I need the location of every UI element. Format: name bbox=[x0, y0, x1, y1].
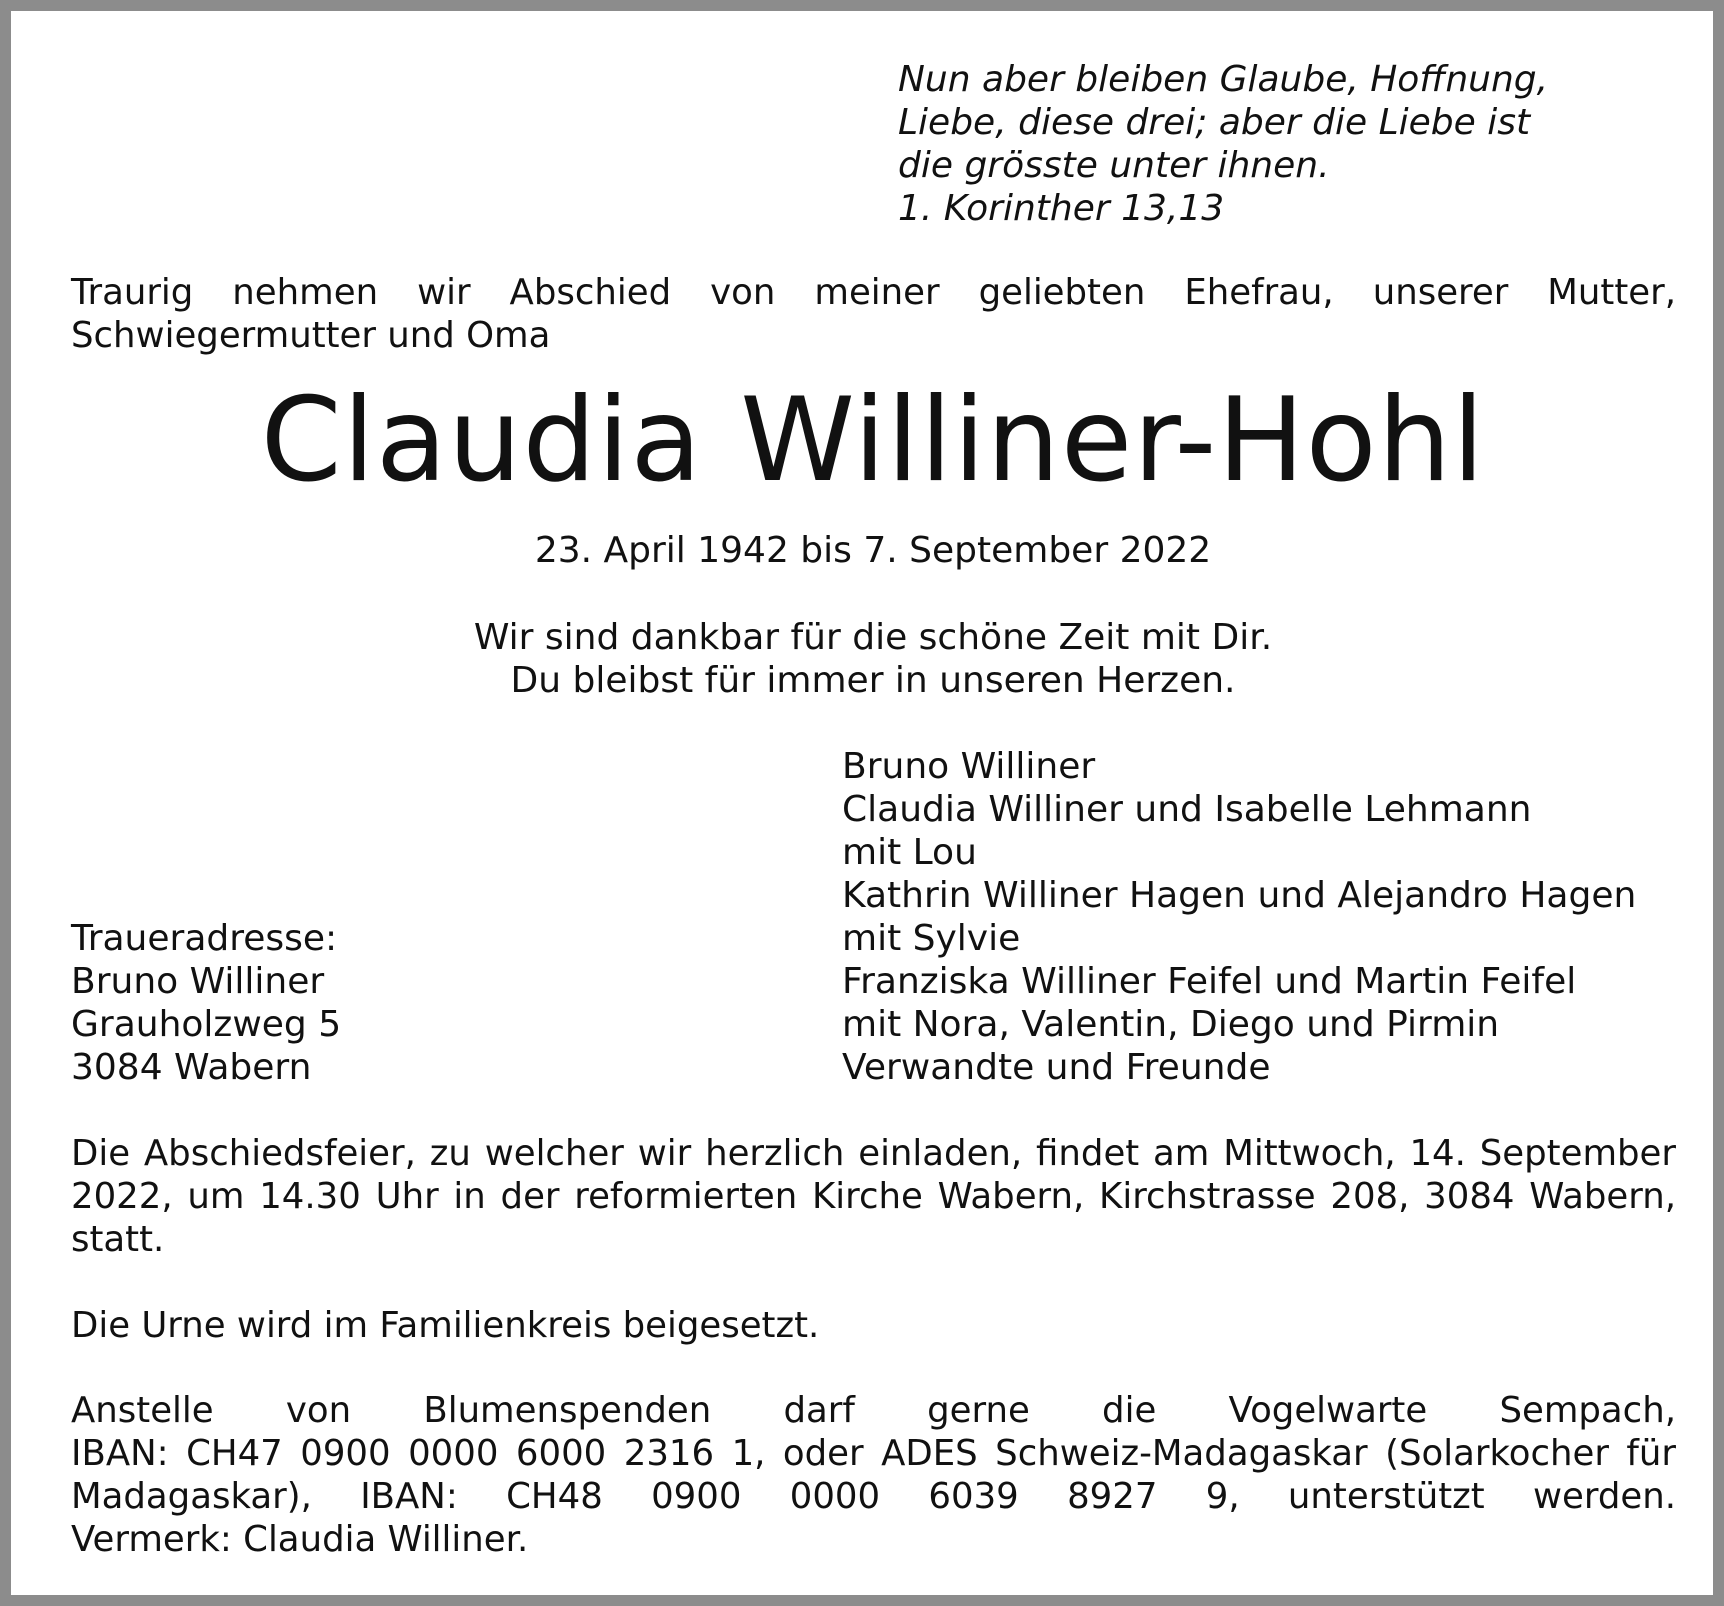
thanks-line: Du bleibst für immer in unseren Herzen. bbox=[510, 660, 1236, 701]
mourner-line: Bruno Williner bbox=[842, 746, 1096, 787]
deceased-name: Claudia Williner-Hohl bbox=[260, 373, 1486, 508]
mourner-line: Kathrin Williner Hagen und Alejandro Hagen bbox=[842, 875, 1637, 916]
ceremony-line: Die Abschiedsfeier, zu welcher wir herzlich einladen, findet am Mittwoch, 14. September bbox=[71, 1133, 1676, 1174]
urn-line: Die Urne wird im Familienkreis beigesetzt. bbox=[71, 1305, 820, 1346]
intro-text bbox=[71, 271, 1676, 357]
quote-line: die grösste unter ihnen. bbox=[898, 145, 1330, 186]
quote-line: Nun aber bleiben Glaube, Hoffnung, bbox=[898, 59, 1549, 100]
donations-line: Madagaskar), IBAN: CH48 0900 0000 6039 8927 9, unterstützt werden. bbox=[71, 1476, 1676, 1517]
mourners-list bbox=[842, 745, 1636, 1089]
mourner-line: mit Nora, Valentin, Diego und Pirmin bbox=[842, 1004, 1500, 1045]
mourner-line: Claudia Williner und Isabelle Lehmann bbox=[842, 789, 1532, 830]
address-city: 3084 Wabern bbox=[71, 1047, 312, 1088]
urn-paragraph bbox=[71, 1304, 1676, 1347]
ceremony-paragraph bbox=[71, 1132, 1676, 1261]
quote-reference: 1. Korinther 13,13 bbox=[898, 188, 1225, 229]
life-dates: 23. April 1942 bis 7. September 2022 bbox=[534, 530, 1212, 571]
mourner-line: Verwandte und Freunde bbox=[842, 1047, 1271, 1088]
mourning-address bbox=[71, 917, 341, 1089]
bible-quote bbox=[898, 58, 1548, 230]
thanks-text bbox=[11, 616, 1724, 702]
intro-line: Traurig nehmen wir Abschied von meiner geliebten Ehefrau, unserer Mutter, bbox=[71, 272, 1676, 313]
ceremony-line: 2022, um 14.30 Uhr in der reformierten Kirche Wabern, Kirchstrasse 208, 3084 Wabern, bbox=[71, 1176, 1676, 1217]
donations-line: Vermerk: Claudia Williner. bbox=[71, 1519, 529, 1560]
donations-line: Anstelle von Blumenspenden darf gerne die Vogelwarte Sempach, bbox=[71, 1390, 1676, 1431]
address-street: Grauholzweg 5 bbox=[71, 1004, 342, 1045]
donations-paragraph bbox=[71, 1389, 1676, 1561]
donations-line: IBAN: CH47 0900 0000 6000 2316 1, oder ADES Schweiz-Madagaskar (Solarkocher für bbox=[71, 1433, 1676, 1474]
address-label: Traueradresse: bbox=[71, 918, 338, 959]
quote-line: Liebe, diese drei; aber die Liebe ist bbox=[898, 102, 1531, 143]
thanks-line: Wir sind dankbar für die schöne Zeit mit Dir. bbox=[473, 617, 1273, 658]
mourner-line: Franziska Williner Feifel und Martin Feifel bbox=[842, 961, 1577, 1002]
address-name: Bruno Williner bbox=[71, 961, 325, 1002]
ceremony-line: statt. bbox=[71, 1219, 165, 1260]
mourner-line: mit Sylvie bbox=[842, 918, 1021, 959]
intro-line: Schwiegermutter und Oma bbox=[71, 315, 551, 356]
mourner-line: mit Lou bbox=[842, 832, 977, 873]
